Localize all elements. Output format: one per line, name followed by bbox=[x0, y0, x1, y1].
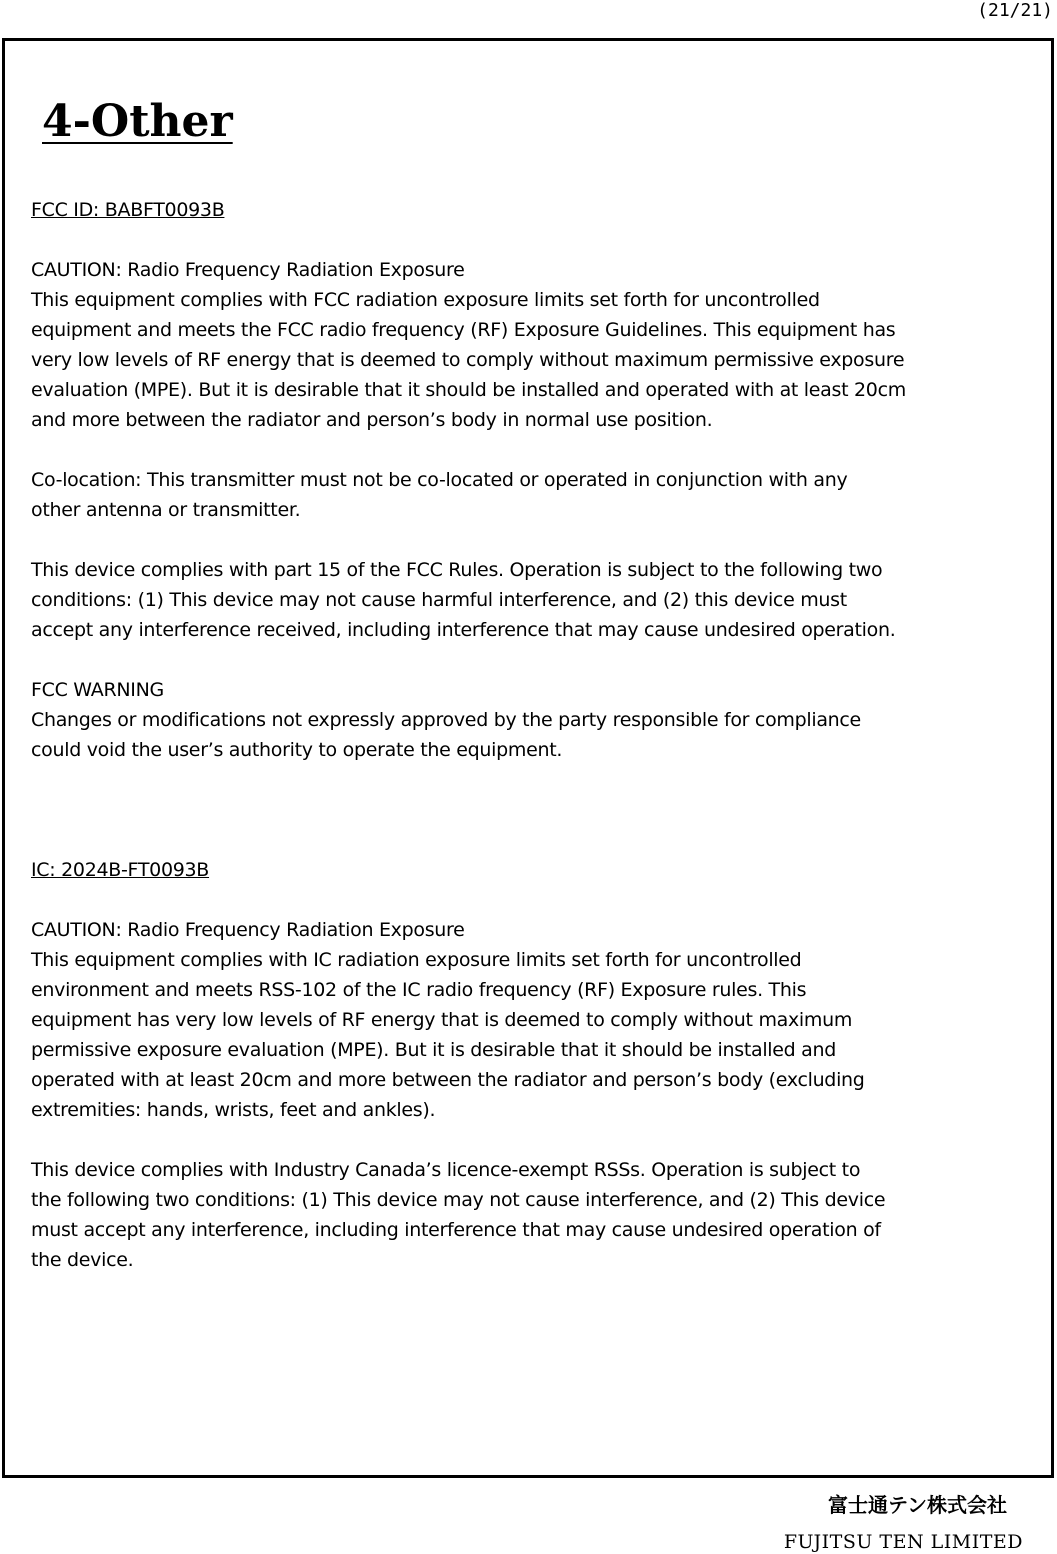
fcc-warning-block bbox=[31, 675, 1031, 765]
ic-licence-line: This device complies with Industry Canada’s licence-exempt RSSs. Operation is subject to bbox=[31, 1159, 861, 1181]
fcc-part15-line: accept any interference received, including interference that may cause undesired operation. bbox=[31, 619, 896, 641]
ic-caution-block bbox=[31, 915, 1031, 1125]
fcc-part15-line: conditions: (1) This device may not cause harmful interference, and (2) this device must bbox=[31, 589, 847, 611]
fcc-colocation-line: other antenna or transmitter. bbox=[31, 499, 301, 521]
fcc-warning-line: Changes or modifications not expressly approved by the party responsible for compliance bbox=[31, 709, 861, 731]
ic-caution-line: permissive exposure evaluation (MPE). But it is desirable that it should be installed and bbox=[31, 1039, 837, 1061]
ic-licence-line: must accept any interference, including interference that may cause undesired operation of bbox=[31, 1219, 881, 1241]
page-number: (21/21) bbox=[977, 0, 1053, 21]
ic-caution-line: equipment has very low levels of RF energy that is deemed to comply without maximum bbox=[31, 1009, 853, 1031]
fcc-warning-title: FCC WARNING bbox=[31, 679, 164, 701]
fcc-colocation-block bbox=[31, 465, 1031, 525]
fcc-caution-line: This equipment complies with FCC radiation exposure limits set forth for uncontrolled bbox=[31, 289, 820, 311]
ic-caution-line: operated with at least 20cm and more between the radiator and person’s body (excluding bbox=[31, 1069, 865, 1091]
fcc-warning-line: could void the user’s authority to operate the equipment. bbox=[31, 739, 563, 761]
company-name-english: FUJITSU TEN LIMITED bbox=[783, 1531, 1023, 1553]
fcc-colocation-line: Co-location: This transmitter must not be co-located or operated in conjunction with any bbox=[31, 469, 848, 491]
ic-caution-line: environment and meets RSS-102 of the IC radio frequency (RF) Exposure rules. This bbox=[31, 979, 807, 1001]
ic-caution-title: CAUTION: Radio Frequency Radiation Exposure bbox=[31, 919, 465, 941]
fcc-caution-line: and more between the radiator and person’s body in normal use position. bbox=[31, 409, 713, 431]
fcc-part15-line: This device complies with part 15 of the FCC Rules. Operation is subject to the following two bbox=[31, 559, 883, 581]
fcc-caution-line: evaluation (MPE). But it is desirable that it should be installed and operated with at least 20cm bbox=[31, 379, 906, 401]
fcc-id-line: FCC ID: BABFT0093B bbox=[31, 199, 225, 221]
company-name-japanese: 富士通テン株式会社 bbox=[828, 1493, 1007, 1517]
ic-caution-line: This equipment complies with IC radiation exposure limits set forth for uncontrolled bbox=[31, 949, 802, 971]
ic-licence-line: the device. bbox=[31, 1249, 134, 1271]
ic-caution-line: extremities: hands, wrists, feet and ankles). bbox=[31, 1099, 436, 1121]
fcc-caution-title: CAUTION: Radio Frequency Radiation Exposure bbox=[31, 259, 465, 281]
section-title: 4-Other bbox=[42, 96, 233, 147]
ic-licence-block bbox=[31, 1155, 1031, 1275]
fcc-caution-line: equipment and meets the FCC radio frequency (RF) Exposure Guidelines. This equipment has bbox=[31, 319, 896, 341]
fcc-caution-block bbox=[31, 255, 1031, 435]
fcc-caution-line: very low levels of RF energy that is deemed to comply without maximum permissive exposure bbox=[31, 349, 905, 371]
ic-section bbox=[31, 855, 1031, 885]
fcc-part15-block bbox=[31, 555, 1031, 645]
ic-id-line: IC: 2024B-FT0093B bbox=[31, 859, 210, 881]
fcc-section bbox=[31, 195, 1031, 225]
ic-licence-line: the following two conditions: (1) This device may not cause interference, and (2) This device bbox=[31, 1189, 886, 1211]
